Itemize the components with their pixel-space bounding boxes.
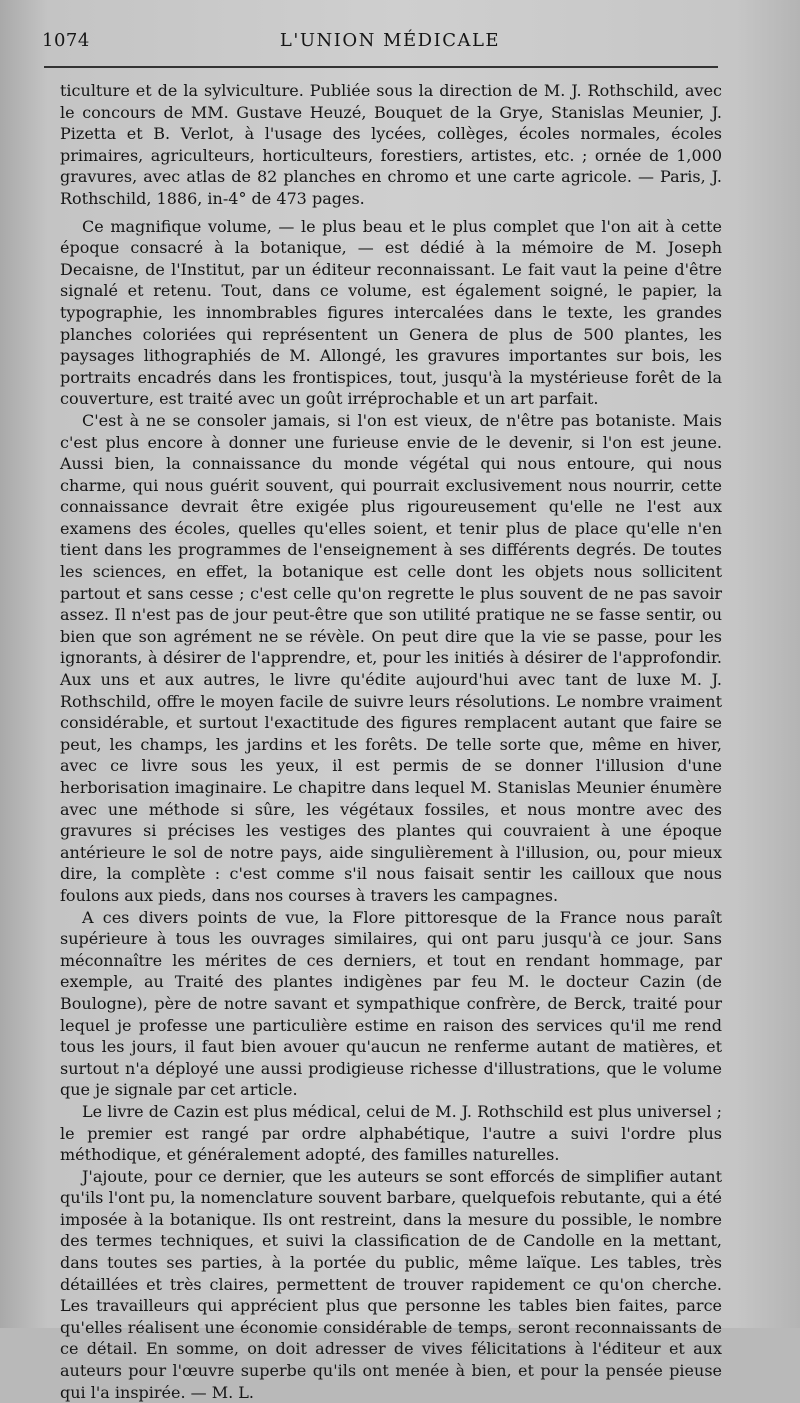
paragraph-4: A ces divers points de vue, la Flore pittoresque de la France nous paraît supérieure à tous les ouvrages similaires, qui ont paru jusqu'à ce jour. Sans méconnaître les mérites de ces derniers, et tout en rendant hommage, par exemple, au Traité des plantes indigènes par feu M. le docteur Cazin (de Boulogne), père de notre savant et sympathique confrère, de Berck, traité pour lequel je professe une particulière estime en raison des services qu'il me rend tous les jours, il faut bien avouer qu'aucun ne renferme autant de matières, et surtout n'a déployé une aussi prodigieuse richesse d'illustrations, que le volume que je signale par cet article. — [60, 907, 722, 1100]
page-header — [42, 30, 718, 60]
running-title: L'UNION MÉDICALE — [279, 30, 501, 51]
page-number: 1074 — [42, 30, 90, 51]
paragraph-5: Le livre de Cazin est plus médical, celui de M. J. Rothschild est plus universel ; le premier est rangé par ordre alphabétique, l'autre a suivi l'ordre plus méthodique, et généralement adopté, des familles naturelles. — [60, 1101, 722, 1165]
paragraph-3: C'est à ne se consoler jamais, si l'on est vieux, de n'être pas botaniste. Mais c'est plus encore à donner une furieuse envie de le devenir, si l'on est jeune. Aussi bien, la connaissance du monde végétal qui nous entoure, qui nous charme, qui nous guérit souvent, qui pourrait exclusivement nous nourrir, cette connaissance devrait être exigée plus rigoureusement qu'elle ne l'est aux examens des écoles, quelles qu'elles soient, et tenir plus de place qu'elle n'en tient dans les programmes de l'enseignement à ses différents degrés. De toutes les sciences, en effet, la botanique est celle dont les objets nous sollicitent partout et sans cesse ; c'est celle qu'on regrette le plus souvent de ne pas savoir assez. Il n'est pas de jour peut-être que son utilité pratique ne se fasse sentir, ou bien que son agrément ne se révèle. On peut dire que la vie se passe, pour les ignorants, à désirer de l'apprendre, et, pour les initiés à désirer de l'approfondir. Aux uns et aux autres, le livre qu'édite aujourd'hui avec tant de luxe M. J. Rothschild, offre le moyen facile de suivre leurs résolutions. Le nombre vraiment considérable, et surtout l'exactitude des figures remplacent autant que faire se peut, les champs, les jardins et les forêts. De telle sorte que, même en hiver, avec ce livre sous les yeux, il est permis de se donner l'illusion d'une herborisation imaginaire. Le chapitre dans lequel M. Stanislas Meunier énumère avec une méthode si sûre, les végétaux fossiles, et nous montre avec des gravures si précises les vestiges des plantes qui couvraient à une époque antérieure le sol de notre pays, aide singulièrement à l'illusion, ou, pour mieux dire, la complète : c'est comme s'il nous faisait sentir les cailloux que nous foulons aux pieds, dans nos courses à travers les campagnes. — [60, 410, 722, 905]
paragraph-2: Ce magnifique volume, — le plus beau et le plus complet que l'on ait à cette époque consacré à la botanique, — est dédié à la mémoire de M. Joseph Decaisne, de l'Institut, par un éditeur reconnaissant. Le fait vaut la peine d'être signalé et retenu. Tout, dans ce volume, est également soigné, le papier, la typographie, les innombrables figures intercalées dans le texte, les grandes planches coloriées qui représentent un Genera de plus de 500 plantes, les paysages lithographiés de M. Allongé, les gravures importantes sur bois, les portraits encadrés dans les frontispices, tout, jusqu'à la mystérieuse forêt de la couverture, est traité avec un goût irréprochable et un art parfait. — [60, 216, 722, 409]
paragraph-6: J'ajoute, pour ce dernier, que les auteurs se sont efforcés de simplifier autant qu'ils l'ont pu, la nomenclature souvent barbare, quelquefois rebutante, qui a été imposée à la botanique. Ils ont restreint, dans la mesure du possible, le nombre des termes techniques, et suivi la classification de de Candolle en la mettant, dans toutes ses parties, à la portée du public, même laïque. Les tables, très détaillées et très claires, permettent de trouver rapidement ce qu'on cherche. Les travailleurs qui apprécient plus que personne les tables bien faites, parce qu'elles réalisent une économie considérable de temps, seront reconnaissants de ce détail. En somme, on doit adresser de vives félicitations à l'éditeur et aux auteurs pour l'œuvre superbe qu'ils ont menée à bien, et pour la pensée pieuse qui l'a inspirée. — M. L. — [60, 1166, 722, 1402]
paragraph-1: ticulture et de la sylviculture. Publiée sous la direction de M. J. Rothschild, avec le concours de MM. Gustave Heuzé, Bouquet de la Grye, Stanislas Meunier, J. Pizetta et B. Verlot, à l'usage des lycées, collèges, écoles normales, écoles primaires, agriculteurs, horticulteurs, forestiers, artistes, etc. ; ornée de 1,000 gravures, avec atlas de 82 planches en chromo et une carte agricole. — Paris, J. Rothschild, 1886, in-4° de 473 pages. — [60, 81, 722, 208]
body-text — [60, 80, 722, 1403]
header-rule — [44, 66, 718, 68]
